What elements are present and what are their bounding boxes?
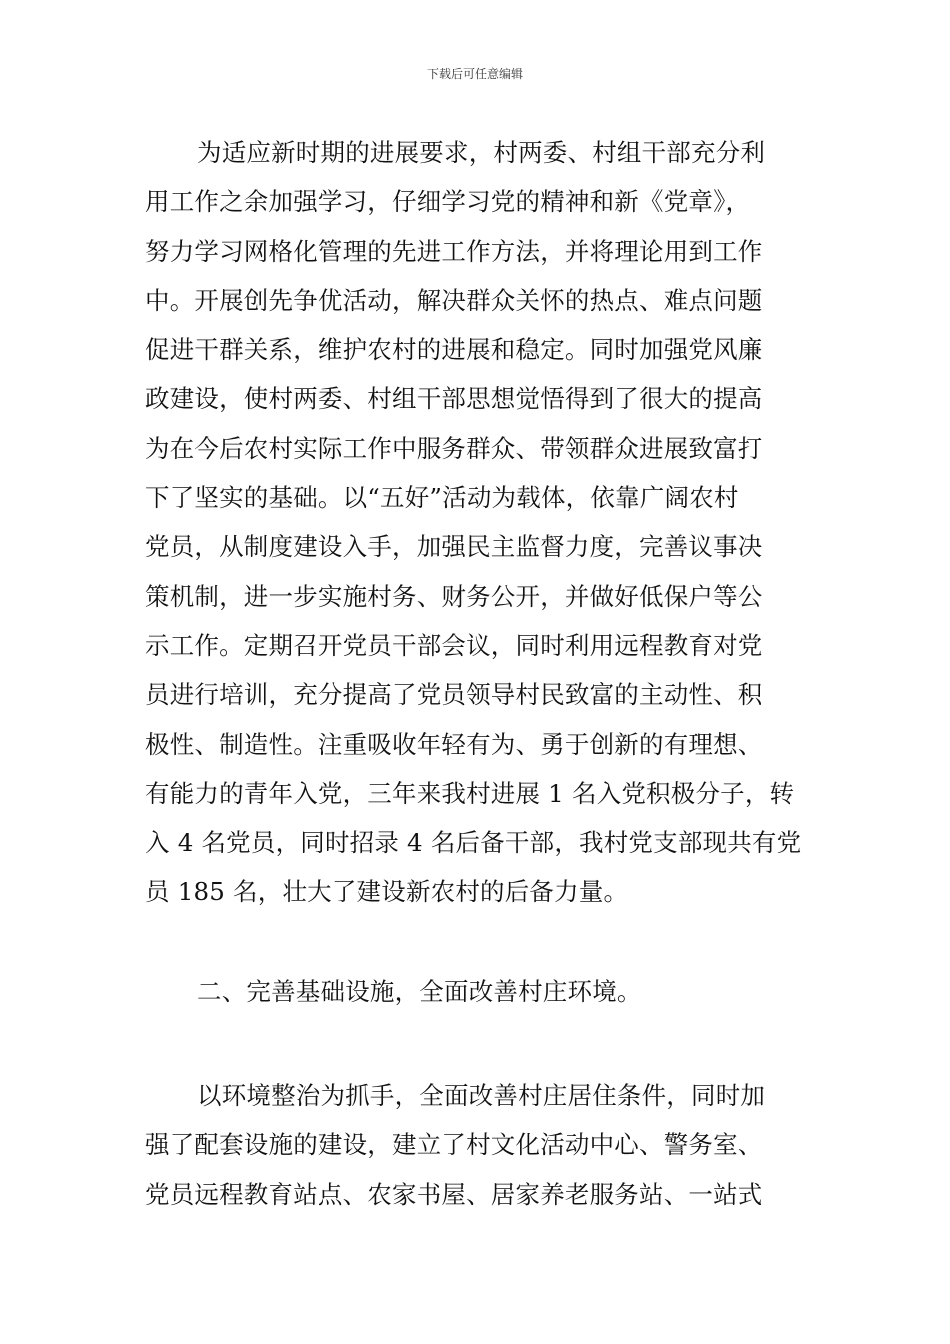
paragraph-party-building [145,128,810,917]
text-line: 员进行培训，充分提高了党员领导村民致富的主动性、积 [145,680,763,710]
text-line: 为适应新时期的进展要求，村两委、村组干部充分利 [197,138,766,167]
text-line: 用工作之余加强学习，仔细学习党的精神和新《党章》， [145,187,751,217]
text-line: 员 185 名，壮大了建设新农村的后备力量。 [145,877,629,907]
text-line: 有能力的青年入党，三年来我村进展 1 名入党积极分子，转 [145,778,795,808]
section-heading: 二、完善基础设施，全面改善村庄环境。 [197,976,642,1006]
text-line: 努力学习网格化管理的先进工作方法，并将理论用到工作 [145,236,763,266]
text-line: 党员，从制度建设入手，加强民主监督力度，完善议事决 [145,532,763,562]
text-line: 入 4 名党员，同时招录 4 名后备干部，我村党支部现共有党 [145,828,802,858]
text-line: 为在今后农村实际工作中服务群众、带领群众进展致富打 [145,433,763,463]
document-body [145,128,810,1219]
text-line: 促进干群关系，维护农村的进展和稳定。同时加强党风廉 [145,335,763,365]
text-line: 下了坚实的基础。以“五好”活动为载体，依靠广阔农村 [145,483,739,513]
header-note: 下载后可任意编辑 [426,67,523,81]
text-line: 政建设，使村两委、村组干部思想觉悟得到了很大的提高 [145,384,763,414]
text-line: 策机制，进一步实施村务、财务公开，并做好低保户等公 [145,581,763,611]
text-line: 示工作。定期召开党员干部会议，同时利用远程教育对党 [145,630,763,660]
text-line: 中。开展创先争优活动，解决群众关怀的热点、难点问题 [145,285,763,315]
text-line: 强了配套设施的建设，建立了村文化活动中心、警务室、 [145,1130,763,1160]
paragraph-infrastructure [145,1071,810,1219]
text-line: 以环境整治为抓手，全面改善村庄居住条件，同时加 [197,1081,766,1111]
text-line: 极性、制造性。注重吸收年轻有为、勇于创新的有理想、 [145,729,763,759]
text-line: 党员远程教育站点、农家书屋、居家养老服务站、一站式 [145,1179,763,1209]
